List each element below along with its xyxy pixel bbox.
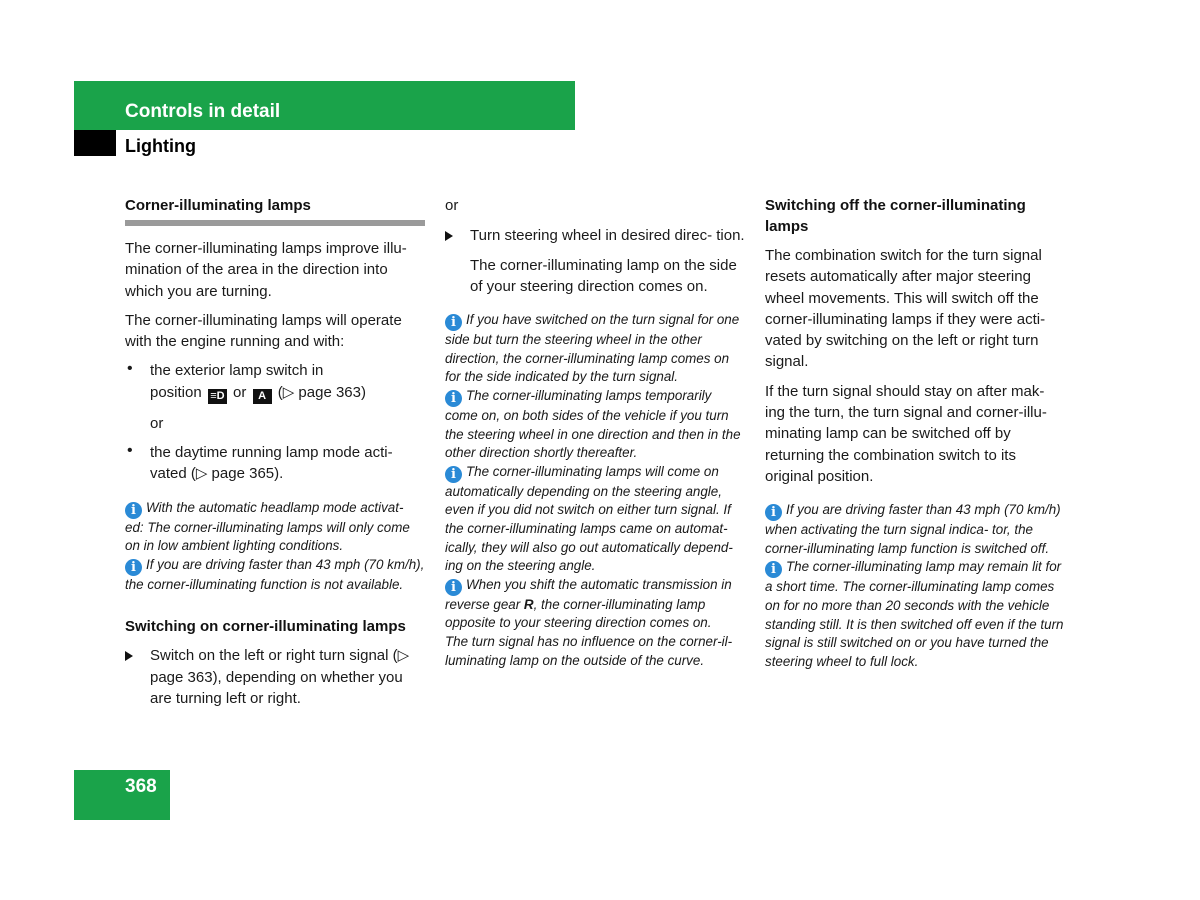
note-continuation: The turn signal has no influence on the corner-il- luminating lamp on the outside of the curve.	[445, 633, 733, 668]
section-title: Controls in detail	[125, 101, 281, 122]
info-icon: i	[765, 561, 782, 578]
info-note	[765, 558, 1065, 671]
step-text: Switch on the left or right turn signal (▷ page 363), depending on whether you are turning left or right.	[150, 647, 410, 708]
heading-corner-illuminating-lamps: Corner-illuminating lamps	[125, 195, 425, 226]
page-reference: (▷ page 363)	[277, 383, 366, 401]
header-black-tab	[74, 130, 116, 156]
reverse-gear-label: R	[523, 596, 534, 612]
step-text: Turn steering wheel in desired direc- tion.	[470, 227, 745, 245]
bullet-item	[125, 442, 425, 485]
paragraph: The corner-illuminating lamps improve illu- mination of the area in the direction into which you are turning.	[125, 240, 407, 300]
note-text: When you shift the automatic transmission in reverse gear	[445, 576, 732, 612]
heading-switching-off: Switching off the corner-illuminating lamps	[765, 197, 1026, 235]
subsection-title: Lighting	[125, 136, 196, 156]
bullet-text: the exterior lamp switch in	[150, 362, 324, 380]
note-text: If you are driving faster than 43 mph (70 km/h), the corner-illuminating function is not available.	[125, 556, 425, 592]
or-text: or	[445, 197, 459, 214]
step-result: The corner-illuminating lamp on the side of your steering direction comes on.	[470, 256, 737, 295]
info-icon: i	[125, 502, 142, 519]
paragraph: The combination switch for the turn signal resets automatically after major steering wheel movements. This will switch off the corner-illuminating lamps if they were acti- vated by switching on the left or right turn signal.	[765, 247, 1046, 371]
info-note	[765, 501, 1065, 558]
note-text: With the automatic headlamp mode activat- ed: The corner-illuminating lamps will only come on in low ambient lighting conditions.	[125, 499, 410, 554]
instruction-step	[445, 225, 745, 246]
bullet-dot: •	[127, 360, 133, 378]
bullet-text: the daytime running lamp mode acti- vated (▷ page 365).	[150, 444, 393, 483]
note-text: The corner-illuminating lamp may remain lit for a short time. The corner-illuminating lamp comes on for no more than 20 seconds with the vehicle standing still. It is then switched off even if the turn signal is still switched on or you have turned the steering wheel to full lock.	[765, 559, 1064, 669]
info-icon: i	[445, 579, 462, 596]
info-icon: i	[125, 559, 142, 576]
info-note	[445, 463, 745, 576]
bullet-item	[125, 360, 425, 403]
step-arrow-icon	[445, 231, 453, 241]
info-note	[445, 576, 745, 633]
bullet-dot: •	[127, 442, 133, 460]
note-text: If you have switched on the turn signal for one side but turn the steering wheel in the other direction, the corner-illuminating lamp comes on for the side indicated by the turn signal.	[445, 312, 740, 385]
low-beam-symbol: ≡D	[208, 389, 227, 404]
note-text: The corner-illuminating lamps temporarily come on, on both sides of the vehicle if you turn the steering wheel in one direction and then in the other direction shortly thereafter.	[445, 387, 741, 461]
step-arrow-icon	[125, 651, 133, 661]
auto-symbol: A	[253, 389, 272, 404]
info-note	[445, 311, 745, 387]
info-note	[125, 499, 425, 556]
note-text: , the corner-illuminating lamp opposite to your steering direction comes on.	[445, 596, 712, 631]
or-text: or	[150, 414, 164, 432]
info-note	[445, 387, 745, 463]
info-icon: i	[765, 504, 782, 521]
column-3	[765, 195, 1065, 671]
heading-switching-on: Switching on corner-illuminating lamps	[125, 618, 406, 636]
info-icon: i	[445, 390, 462, 407]
paragraph: The corner-illuminating lamps will operate with the engine running and with:	[125, 311, 402, 351]
or-label: or	[233, 383, 247, 401]
instruction-step	[125, 645, 425, 709]
column-1	[125, 195, 425, 709]
info-icon: i	[445, 314, 462, 331]
info-note	[125, 556, 425, 595]
info-icon: i	[445, 466, 462, 483]
column-2	[445, 195, 745, 670]
bullet-text-position	[150, 382, 425, 404]
paragraph: If the turn signal should stay on after mak- ing the turn, the turn signal and corner-illu- minating lamp can be switched off by returning the combination switch to its original position.	[765, 382, 1047, 485]
note-text: If you are driving faster than 43 mph (70 km/h) when activating the turn signal indica- tor, the corner-illuminating lamp function is switched off.	[765, 502, 1061, 556]
page-number: 368	[125, 776, 157, 797]
note-text: The corner-illuminating lamps will come on automatically depending on the steering angle, even if you did not switch on either turn signal. If the corner-illuminating lamps came on automat- ically, they will also go out automatically depend- ing on the steering angle.	[445, 463, 733, 574]
position-label: position	[150, 383, 202, 401]
